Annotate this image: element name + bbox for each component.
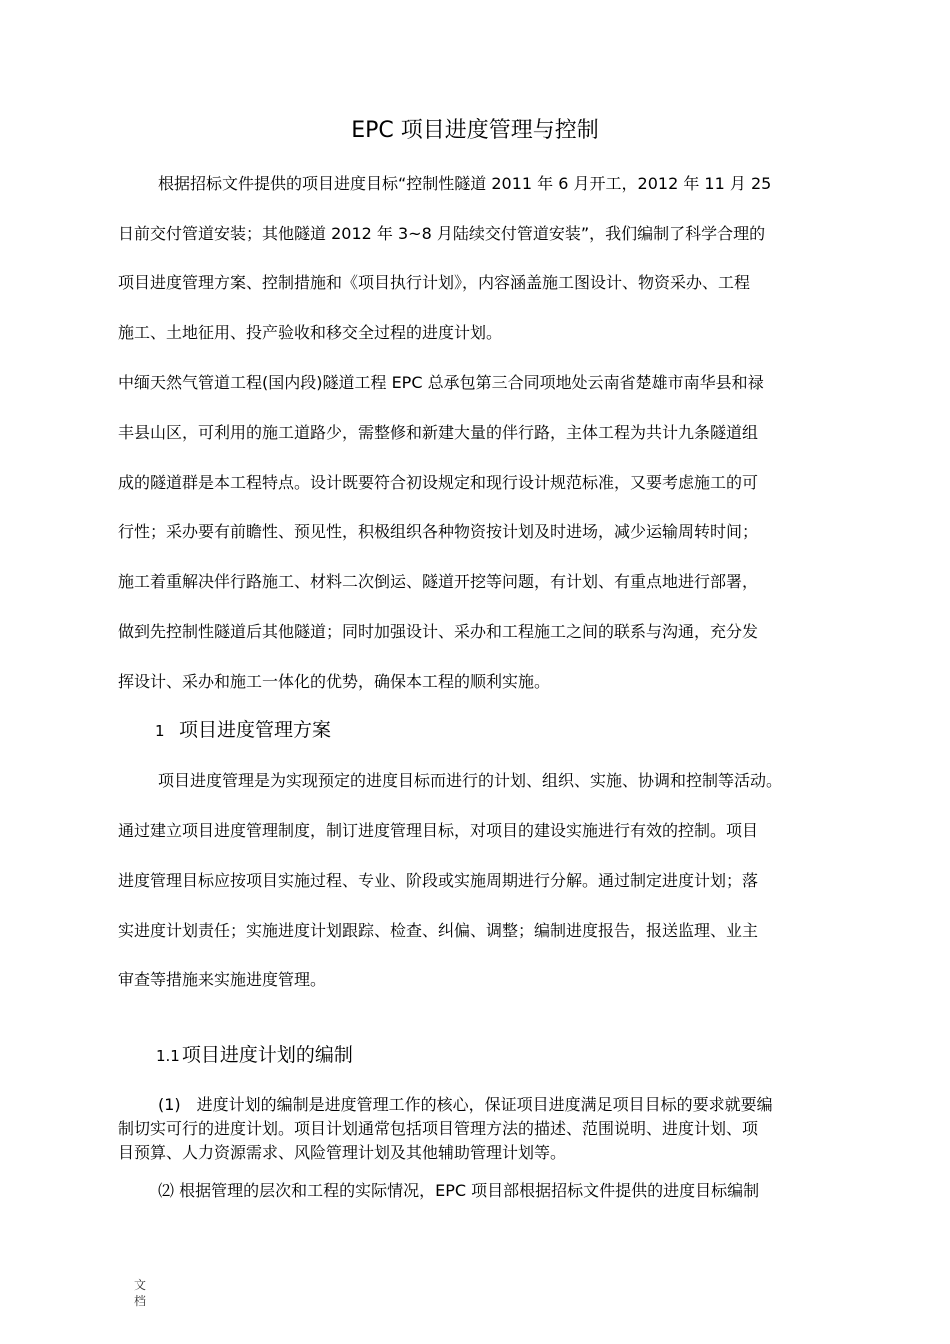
section-body-line: 审查等措施来实施进度管理。 bbox=[118, 970, 327, 989]
subsection-number: 1.1 bbox=[156, 1047, 180, 1065]
footer-char: 档 bbox=[134, 1294, 147, 1308]
subsection-title: 项目进度计划的编制 bbox=[181, 1044, 353, 1066]
intro-line: 日前交付管道安装；其他隧道 2012 年 3~8 月陆续交付管道安装”，我们编制了科学合理的 bbox=[118, 224, 766, 243]
page-footer bbox=[134, 1277, 148, 1309]
section-body-line: 项目进度管理是为实现预定的进度目标而进行的计划、组织、实施、协调和控制等活动。 bbox=[158, 771, 783, 790]
footer-char: 文 bbox=[134, 1278, 147, 1292]
section-title: 项目进度管理方案 bbox=[179, 719, 332, 741]
project-line: 丰县山区，可利用的施工道路少，需整修和新建大量的伴行路，主体工程为共计九条隧道组 bbox=[118, 423, 759, 442]
section-body-line: 实进度计划责任；实施进度计划跟踪、检查、纠偏、调整；编制进度报告，报送监理、业主 bbox=[118, 921, 759, 940]
section-number: 1 bbox=[155, 722, 165, 740]
list-item-line: ⑵ 根据管理的层次和工程的实际情况，EPC 项目部根据招标文件提供的进度目标编制 bbox=[158, 1181, 760, 1200]
list-item-line: (1) 进度计划的编制是进度管理工作的核心，保证项目进度满足项目目标的要求就要编 bbox=[158, 1095, 773, 1114]
subsection-heading bbox=[156, 1040, 353, 1071]
section-body-line: 进度管理目标应按项目实施过程、专业、阶段或实施周期进行分解。通过制定进度计划；落 bbox=[118, 871, 759, 890]
intro-line: 项目进度管理方案、控制措施和《项目执行计划》，内容涵盖施工图设计、物资采办、工程 bbox=[118, 273, 751, 292]
intro-line: 根据招标文件提供的项目进度目标“控制性隧道 2011 年 6 月开工，2012 年 11 月 25 bbox=[158, 174, 772, 193]
project-line: 中缅天然气管道工程(国内段)隧道工程 EPC 总承包第三合同项地处云南省楚雄市南华县和禄 bbox=[118, 373, 764, 392]
section-body-line: 通过建立项目进度管理制度，制订进度管理目标，对项目的建设实施进行有效的控制。项目 bbox=[118, 821, 759, 840]
project-line: 成的隧道群是本工程特点。设计既要符合初设规定和现行设计规范标准，又要考虑施工的可 bbox=[118, 473, 759, 492]
project-line: 行性；采办要有前瞻性、预见性，积极组织各种物资按计划及时进场，减少运输周转时间； bbox=[118, 522, 759, 541]
document-title: EPC 项目进度管理与控制 bbox=[351, 118, 599, 143]
project-line: 施工着重解决伴行路施工、材料二次倒运、隧道开挖等问题，有计划、有重点地进行部署， bbox=[118, 572, 759, 591]
project-line: 做到先控制性隧道后其他隧道；同时加强设计、采办和工程施工之间的联系与沟通，充分发 bbox=[118, 622, 759, 641]
section-heading bbox=[155, 715, 331, 746]
project-line: 挥设计、采办和施工一体化的优势，确保本工程的顺利实施。 bbox=[118, 672, 551, 691]
intro-line: 施工、土地征用、投产验收和移交全过程的进度计划。 bbox=[118, 323, 503, 342]
list-item-line: 目预算、人力资源需求、风险管理计划及其他辅助管理计划等。 bbox=[118, 1143, 567, 1162]
list-item-line: 制切实可行的进度计划。项目计划通常包括项目管理方法的描述、范围说明、进度计划、项 bbox=[118, 1119, 759, 1138]
